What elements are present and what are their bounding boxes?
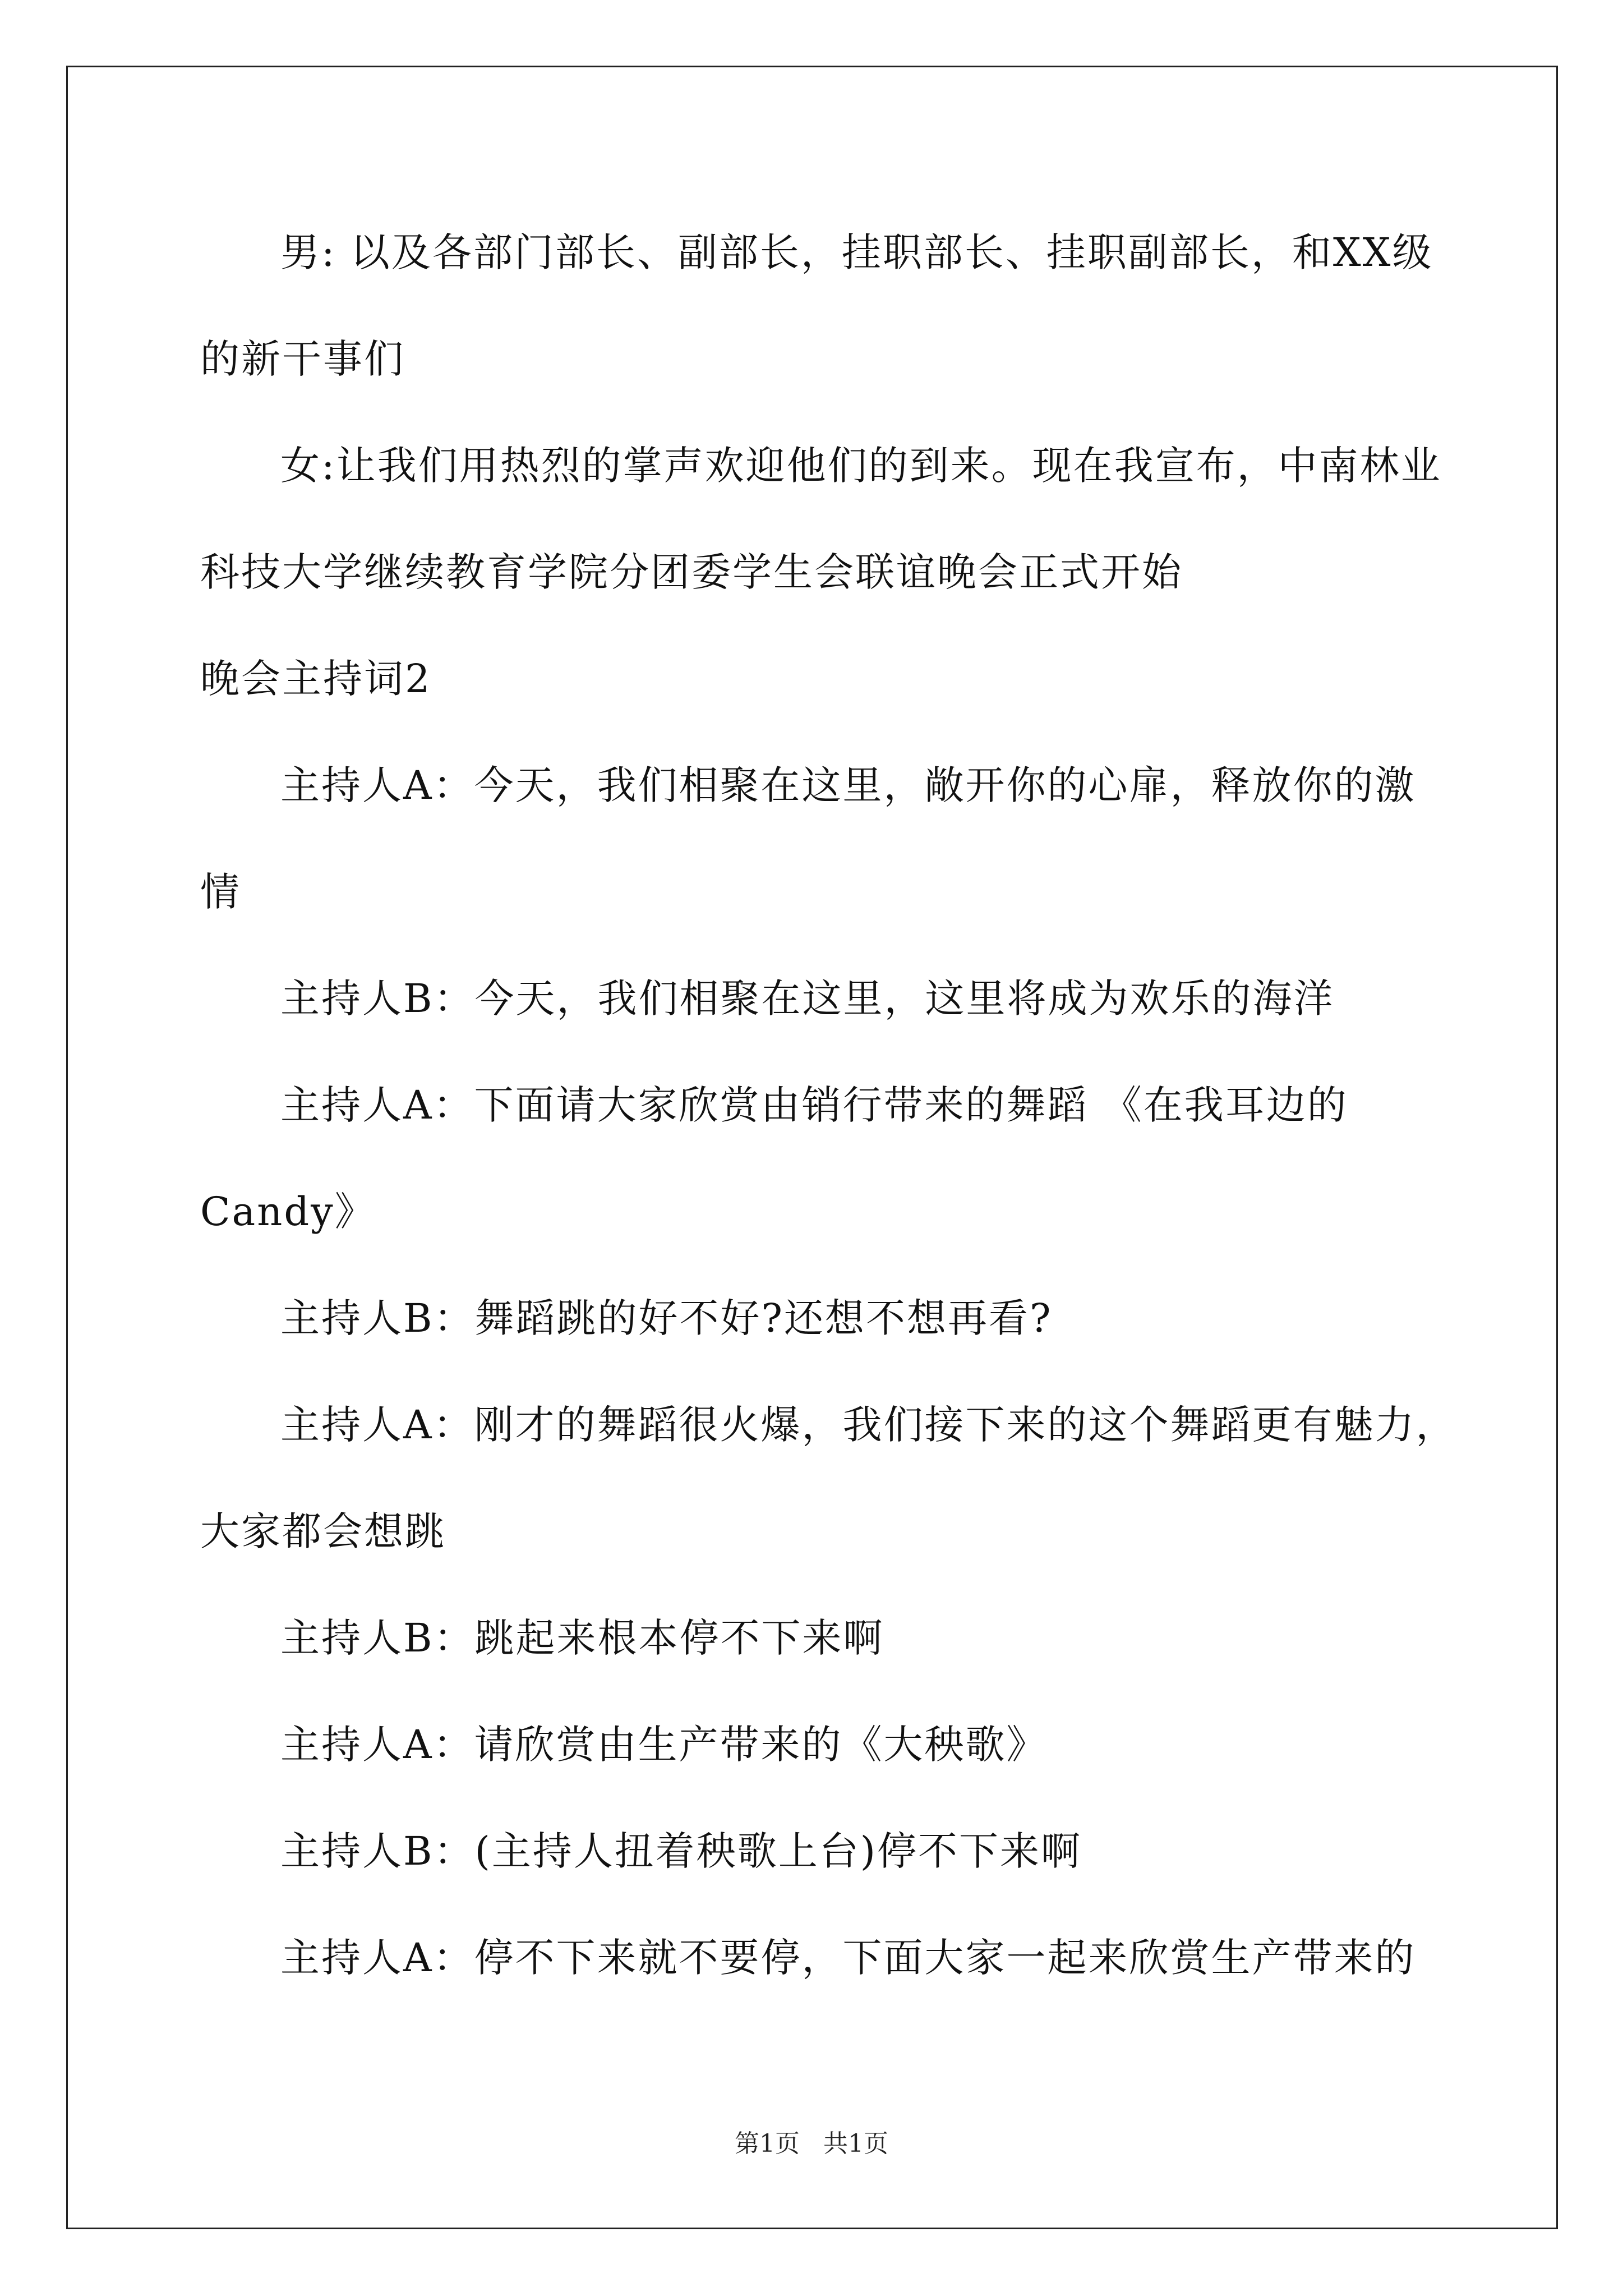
text-line: 大家都会想跳 <box>200 1508 446 1554</box>
text-line: 的新干事们 <box>200 336 405 382</box>
text-line: 主持人B：今天，我们相聚在这里，这里将成为欢乐的海洋 <box>280 976 1335 1022</box>
text-line: 情 <box>200 869 241 915</box>
text-line: 主持人A：刚才的舞蹈很火爆，我们接下来的这个舞蹈更有魅力， <box>280 1402 1457 1448</box>
text-line: Candy》 <box>200 1189 376 1235</box>
text-line: 主持人A：请欣赏由生产带来的《大秧歌》 <box>280 1722 1048 1768</box>
section-heading: 晚会主持词2 <box>200 656 432 702</box>
text-line: 女:让我们用热烈的掌声欢迎他们的到来。现在我宣布，中南林业 <box>280 443 1442 489</box>
text-line: 主持人A：下面请大家欣赏由销行带来的舞蹈 《在我耳边的 <box>280 1082 1348 1128</box>
text-line: 主持人B：舞蹈跳的好不好?还想不想再看? <box>280 1295 1053 1341</box>
text-line: 主持人A：停不下来就不要停，下面大家一起来欣赏生产带来的 <box>280 1935 1416 1981</box>
text-line: 科技大学继续教育学院分团委学生会联谊晚会正式开始 <box>200 549 1183 595</box>
page-footer: 第1页 共1页 <box>735 2129 888 2158</box>
text-line: 男: 以及各部门部长、副部长，挂职部长、挂职副部长，和XX级 <box>280 229 1433 275</box>
text-line: 主持人B：跳起来根本停不下来啊 <box>280 1615 884 1661</box>
text-line: 主持人A：今天，我们相聚在这里，敞开你的心扉，释放你的激 <box>280 762 1416 808</box>
text-line: 主持人B：(主持人扭着秧歌上台)停不下来啊 <box>280 1828 1082 1874</box>
page-border <box>66 66 1558 2229</box>
